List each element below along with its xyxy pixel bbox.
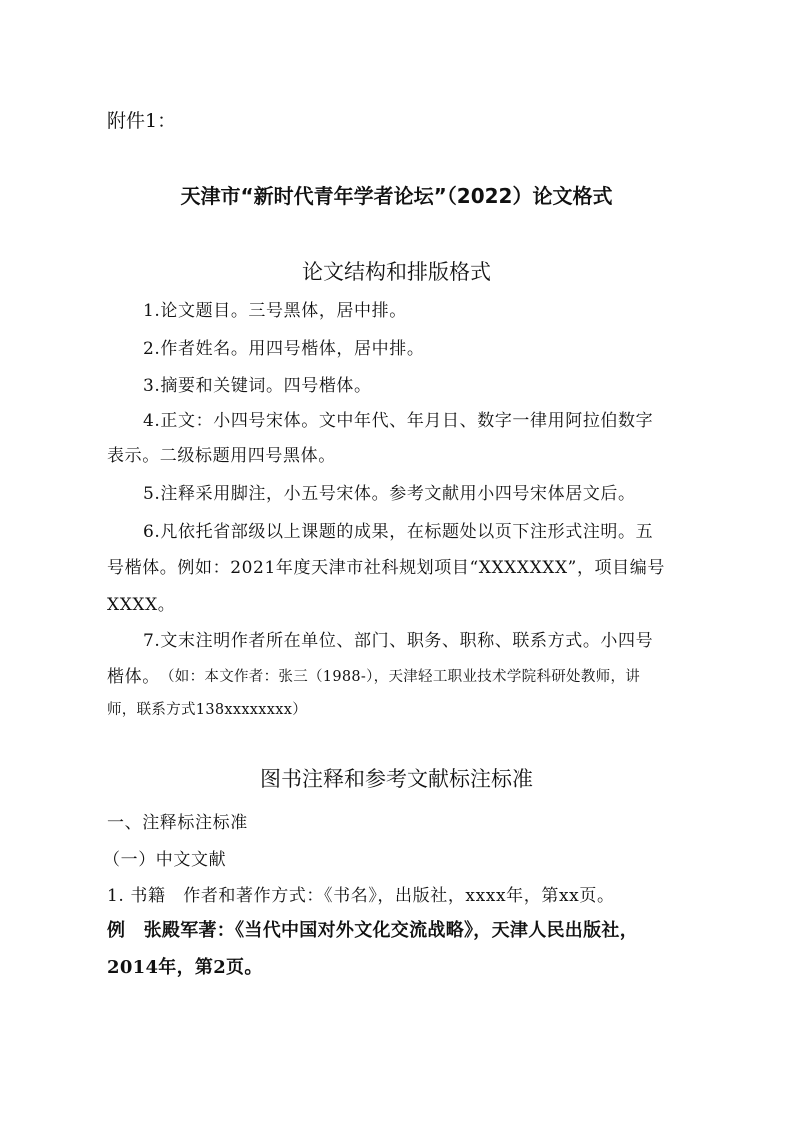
- format-item-6: 6.凡依托省部级以上课题的成果，在标题处以页下注形式注明。五: [143, 522, 654, 542]
- subheading-chinese: （一）中文文献: [103, 850, 227, 870]
- format-item-4: 4.正文：小四号宋体。文中年代、年月日、数字一律用阿拉伯数字: [143, 411, 654, 431]
- section-heading-format: 论文结构和排版格式: [302, 260, 491, 284]
- format-item-7-example: （如：本文作者：张三（1988-），天津轻工职业技术学院科研处教师，讲: [160, 669, 641, 685]
- format-item-7-example-cont: 师，联系方式138xxxxxxxx）: [107, 702, 307, 718]
- format-item-1: 1.论文题目。三号黑体，居中排。: [143, 301, 407, 321]
- format-item-2: 2.作者姓名。用四号楷体，居中排。: [143, 339, 425, 359]
- attachment-label: 附件1：: [107, 110, 177, 132]
- citation-example-cont: 2014年，第2页。: [107, 957, 263, 978]
- format-item-7-cont: 楷体。: [107, 667, 160, 687]
- format-item-3: 3.摘要和关键词。四号楷体。: [143, 376, 372, 396]
- format-item-6-cont: 号楷体。例如：2021年度天津市社科规划项目“XXXXXXX”，项目编号: [107, 558, 665, 578]
- book-citation-rule: 1. 书籍 作者和著作方式：《书名》，出版社，xxxx年，第xx页。: [107, 886, 615, 906]
- format-item-6-cont2: XXXX。: [107, 595, 176, 615]
- document-title: 天津市“新时代青年学者论坛”（2022）论文格式: [180, 184, 613, 208]
- format-item-4-cont: 表示。二级标题用四号黑体。: [107, 446, 336, 466]
- section-heading-citation: 图书注释和参考文献标注标准: [260, 767, 533, 791]
- citation-example: 例 张殿军著：《当代中国对外文化交流战略》，天津人民出版社，: [107, 920, 638, 941]
- format-item-7: 7.文末注明作者所在单位、部门、职务、职称、联系方式。小四号: [143, 631, 654, 651]
- format-item-5: 5.注释采用脚注，小五号宋体。参考文献用小四号宋体居文后。: [143, 484, 636, 504]
- subheading-notes: 一、注释标注标准: [107, 813, 248, 833]
